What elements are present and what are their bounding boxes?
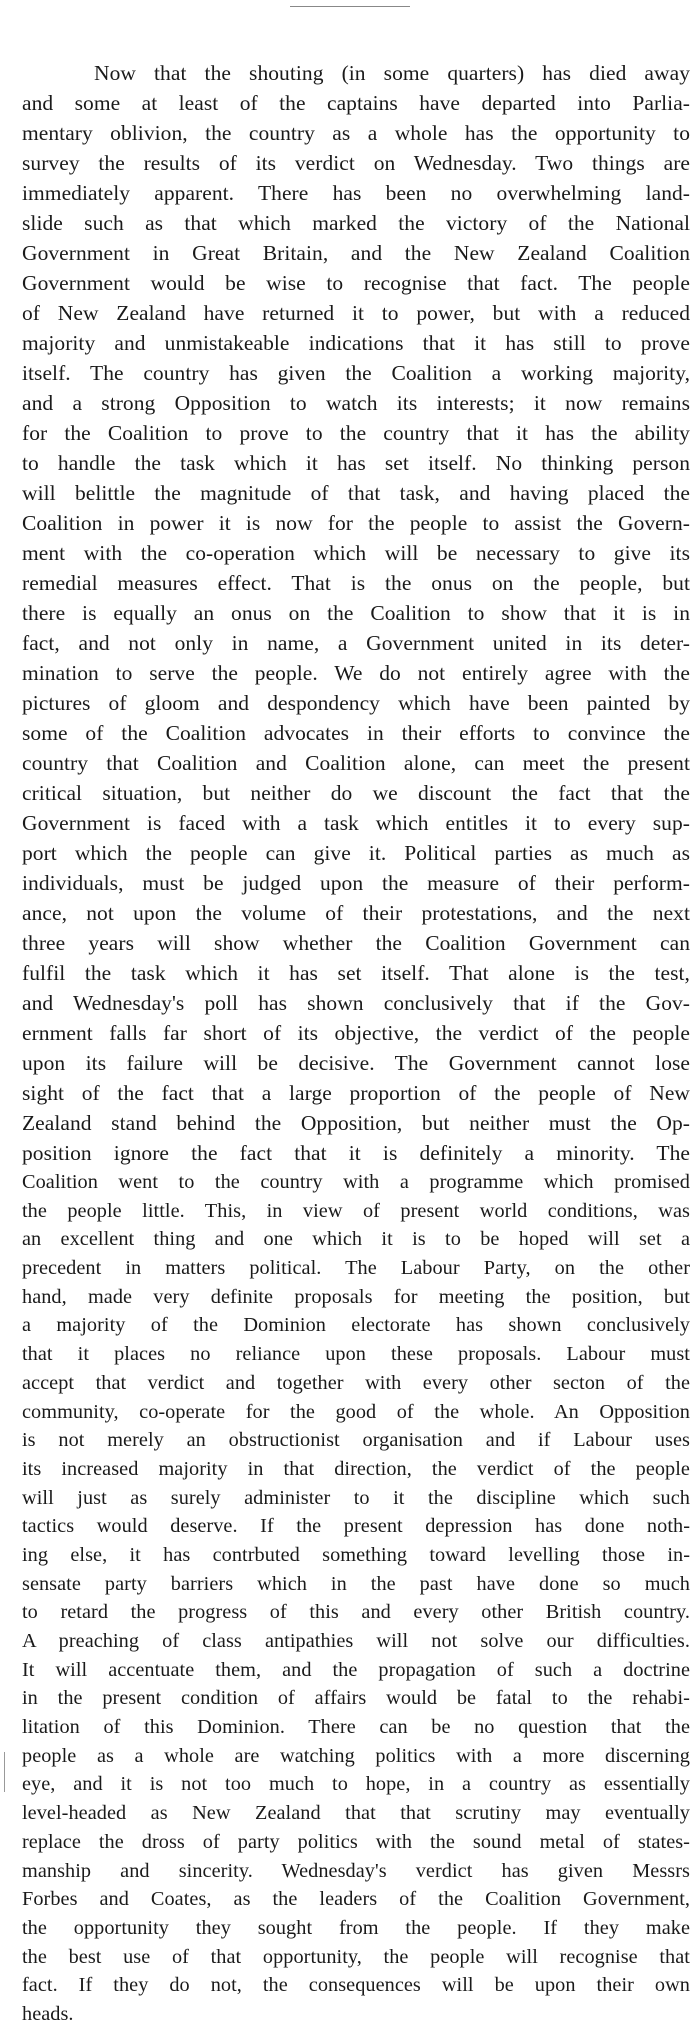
paragraph-line: A preaching of class antipathies will not solve our difficulties. (22, 1630, 690, 1652)
paragraph-line: ing else, it has contrbuted something toward levelling those in- (22, 1543, 690, 1566)
paragraph-line: that it places no reliance upon these proposals. Labour must (22, 1343, 690, 1366)
paragraph-line: three years will show whether the Coalition Government can (22, 931, 690, 955)
paragraph-line: and Wednesday's poll has shown conclusively that if the Gov- (22, 991, 690, 1015)
margin-mark (4, 1752, 5, 1792)
paragraph-line: in the present condition of affairs would be fatal to the rehabi- (22, 1687, 690, 1710)
paragraph-line: Now that the shouting (in some quarters) has died away (94, 61, 690, 85)
paragraph-line: heads. (22, 2002, 74, 2025)
paragraph-line: Zealand stand behind the Opposition, but neither must the Op- (22, 1111, 690, 1135)
paragraph-line: hand, made very definite proposals for meeting the position, but (22, 1285, 690, 1308)
paragraph-line: there is equally an onus on the Coalition to show that it is in (22, 601, 690, 625)
paragraph-line: Government would be wise to recognise that fact. The people (22, 271, 690, 295)
paragraph-line: of New Zealand have returned it to power, but with a reduced (22, 301, 690, 325)
paragraph-line: survey the results of its verdict on Wednesday. Two things are (22, 151, 690, 175)
paragraph-line: country that Coalition and Coalition alone, can meet the present (22, 751, 690, 775)
paragraph-line: will belittle the magnitude of that task, and having placed the (22, 481, 690, 505)
paragraph-line: is not merely an obstructionist organisation and if Labour uses (22, 1429, 690, 1452)
paragraph-line: replace the dross of party politics with the sound metal of states- (22, 1830, 690, 1853)
paragraph-line: Coalition went to the country with a programme which promised (22, 1171, 690, 1193)
paragraph-line: to retard the progress of this and every other British country. (22, 1601, 690, 1624)
top-rule (290, 6, 410, 7)
paragraph-line: an excellent thing and one which it is to be hoped will set a (22, 1228, 690, 1251)
paragraph-line: ance, not upon the volume of their protestations, and the next (22, 901, 690, 925)
paragraph-line: immediately apparent. There has been no overwhelming land- (22, 181, 690, 205)
paragraph-line: a majority of the Dominion electorate has shown conclusively (22, 1314, 690, 1337)
paragraph-line: individuals, must be judged upon the measure of their perform- (22, 871, 690, 895)
paragraph-line: It will accentuate them, and the propagation of such a doctrine (22, 1658, 690, 1681)
paragraph-line: fulfil the task which it has set itself. That alone is the test, (22, 961, 690, 985)
paragraph-line: litation of this Dominion. There can be no question that the (22, 1716, 690, 1739)
paragraph-line: fact, and not only in name, a Government united in its deter- (22, 631, 690, 655)
paragraph-line: sensate party barriers which in the past have done so much (22, 1572, 690, 1595)
paragraph-line: ernment falls far short of its objective, the verdict of the people (22, 1021, 690, 1045)
paragraph-line: ment with the co-operation which will be necessary to give its (22, 541, 690, 565)
paragraph-line: position ignore the fact that it is definitely a minority. The (22, 1141, 690, 1165)
paragraph-line: critical situation, but neither do we discount the fact that the (22, 781, 690, 805)
paragraph-line: port which the people can give it. Political parties as much as (22, 841, 690, 865)
paragraph-line: fact. If they do not, the consequences will be upon their own (22, 1974, 690, 1997)
paragraph-line: mentary oblivion, the country as a whole has the opportunity to (22, 121, 690, 145)
paragraph-line: itself. The country has given the Coalition a working majority, (22, 361, 690, 385)
paragraph-line: manship and sincerity. Wednesday's verdict has given Messrs (22, 1859, 690, 1882)
paragraph-line: level-headed as New Zealand that that scrutiny may eventually (22, 1802, 690, 1825)
paragraph-line: Government in Great Britain, and the New Zealand Coalition (22, 241, 690, 265)
paragraph-line: slide such as that which marked the victory of the National (22, 211, 690, 235)
paragraph-line: precedent in matters political. The Labour Party, on the other (22, 1257, 690, 1280)
paragraph-line: remedial measures effect. That is the onus on the people, but (22, 571, 690, 595)
paragraph-line: the best use of that opportunity, the people will recognise that (22, 1945, 690, 1968)
paragraph-line: Coalition in power it is now for the people to assist the Govern- (22, 511, 690, 535)
paragraph-line: and a strong Opposition to watch its interests; it now remains (22, 391, 690, 415)
paragraph-line: will just as surely administer to it the discipline which such (22, 1486, 690, 1509)
paragraph-line: community, co-operate for the good of the whole. An Opposition (22, 1400, 690, 1423)
paragraph-line: mination to serve the people. We do not entirely agree with the (22, 661, 690, 685)
paragraph-line: for the Coalition to prove to the country that it has the ability (22, 421, 690, 445)
paragraph-line: tactics would deserve. If the present depression has done noth- (22, 1515, 690, 1538)
paragraph-line: the opportunity they sought from the people. If they make (22, 1916, 690, 1939)
paragraph-line: Forbes and Coates, as the leaders of the Coalition Government, (22, 1888, 690, 1911)
paragraph-line: Government is faced with a task which entitles it to every sup- (22, 811, 690, 835)
paragraph-line: the people little. This, in view of present world conditions, was (22, 1199, 690, 1222)
paragraph-line: some of the Coalition advocates in their efforts to convince the (22, 721, 690, 745)
paragraph-line: sight of the fact that a large proportion of the people of New (22, 1081, 690, 1105)
paragraph-line: eye, and it is not too much to hope, in a country as essentially (22, 1773, 690, 1796)
paragraph-line: to handle the task which it has set itself. No thinking person (22, 451, 690, 475)
editorial-article (22, 58, 690, 2029)
paragraph-line: majority and unmistakeable indications that it has still to prove (22, 331, 690, 355)
paragraph-line: and some at least of the captains have departed into Parlia- (22, 91, 690, 115)
paragraph-line: accept that verdict and together with every other secton of the (22, 1371, 690, 1394)
paragraph-line: people as a whole are watching politics with a more discerning (22, 1744, 690, 1767)
paragraph-line: upon its failure will be decisive. The Government cannot lose (22, 1051, 690, 1075)
paragraph-line: its increased majority in that direction, the verdict of the people (22, 1457, 690, 1480)
paragraph-line: pictures of gloom and despondency which have been painted by (22, 691, 690, 715)
